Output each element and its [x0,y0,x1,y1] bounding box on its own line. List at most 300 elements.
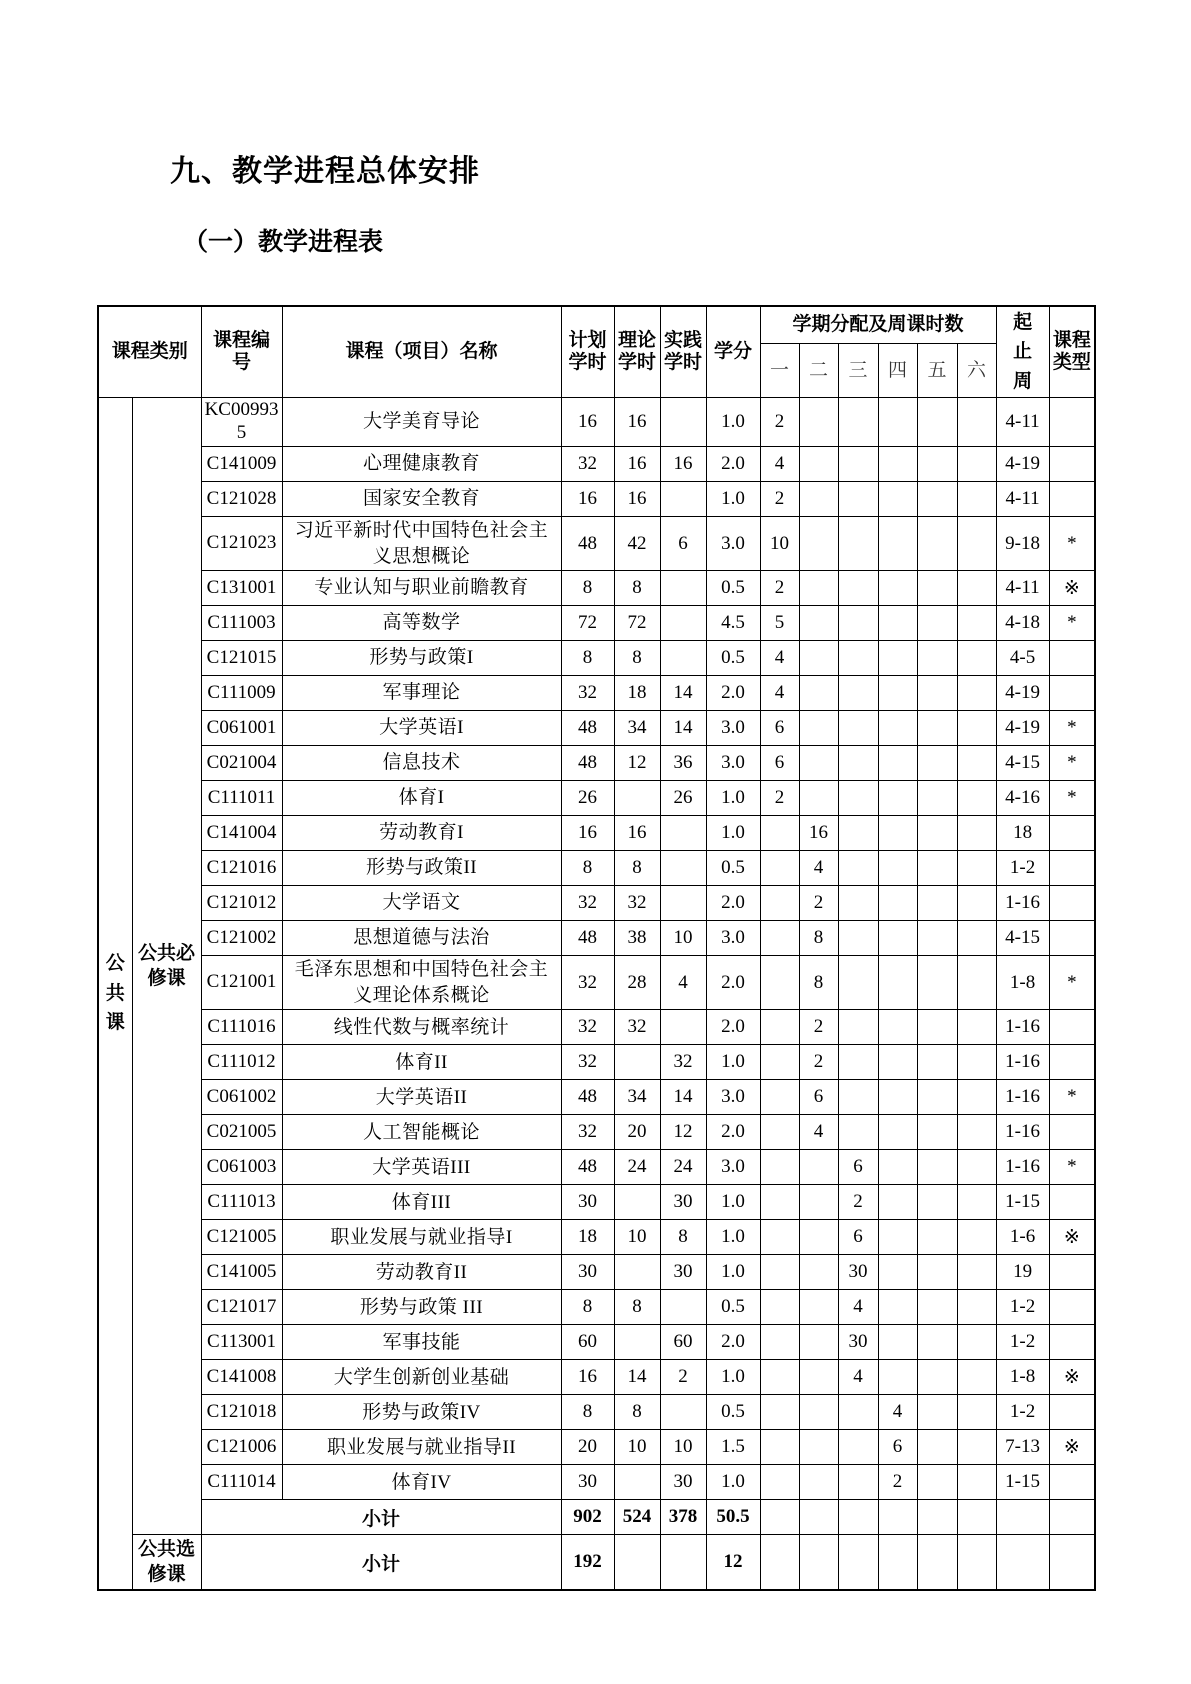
credits: 1.0 [706,1255,760,1290]
semester-2-hours: 4 [799,851,838,886]
practice-hours: 4 [660,956,706,1010]
course-code: C141009 [201,446,282,481]
header-course-category: 课程类别 [98,306,201,398]
course-row [98,851,1095,886]
planned-hours: 48 [561,746,614,781]
semester-3-hours [838,781,878,816]
planned-hours: 72 [561,606,614,641]
semester-4-hours: 2 [878,1465,917,1500]
course-row [98,781,1095,816]
course-name: 大学英语III [282,1150,561,1185]
subtotal-theory-hours: 524 [614,1500,660,1535]
semester-4-hours [878,921,917,956]
course-row [98,956,1095,1010]
theory-hours: 8 [614,641,660,676]
semester-2-hours [799,676,838,711]
semester-3-hours [838,1465,878,1500]
semester-6-hours [957,641,996,676]
start-end-weeks: 4-11 [996,571,1049,606]
semester-6-hours [957,1255,996,1290]
course-name: 军事理论 [282,676,561,711]
semester-5-hours [917,1290,957,1325]
semester-4-hours [878,1255,917,1290]
practice-hours: 6 [660,516,706,570]
start-end-weeks: 4-15 [996,921,1049,956]
semester-3-hours: 4 [838,1290,878,1325]
planned-hours: 16 [561,816,614,851]
course-code: C141008 [201,1360,282,1395]
semester-4-hours [878,606,917,641]
semester-1-hours [760,1325,799,1360]
course-name: 大学英语I [282,711,561,746]
course-row [98,1255,1095,1290]
semester-1-hours [760,1255,799,1290]
course-name: 大学生创新创业基础 [282,1360,561,1395]
course-name: 体育I [282,781,561,816]
practice-hours: 14 [660,711,706,746]
course-type: ※ [1049,571,1095,606]
course-code: C111003 [201,606,282,641]
practice-hours: 8 [660,1220,706,1255]
course-code: C121002 [201,921,282,956]
semester-2-hours [799,1220,838,1255]
semester-3-hours: 30 [838,1255,878,1290]
semester-2-hours [799,1465,838,1500]
semester-3-hours [838,1430,878,1465]
course-type [1049,851,1095,886]
course-row [98,921,1095,956]
subtotal-practice-hours [660,1535,706,1590]
course-row [98,1185,1095,1220]
course-type: * [1049,711,1095,746]
semester-3-hours [838,956,878,1010]
theory-hours: 8 [614,1395,660,1430]
semester-3-hours [838,446,878,481]
course-type [1049,1255,1095,1290]
semester-4-hours [878,676,917,711]
course-name: 人工智能概论 [282,1115,561,1150]
practice-hours [660,606,706,641]
semester-5-hours [917,641,957,676]
semester-6-hours [957,1010,996,1045]
planned-hours: 18 [561,1220,614,1255]
page-subtitle: （一）教学进程表 [183,229,384,256]
semester-3-hours [838,1500,878,1535]
header-weeks [996,306,1049,398]
planned-hours: 30 [561,1465,614,1500]
start-end-weeks: 4-11 [996,481,1049,516]
credits: 2.0 [706,676,760,711]
course-row [98,606,1095,641]
credits: 0.5 [706,571,760,606]
semester-6-hours [957,481,996,516]
credits: 0.5 [706,1395,760,1430]
course-row [98,516,1095,570]
semester-6-hours [957,886,996,921]
semester-1-hours [760,1220,799,1255]
semester-4-hours [878,1010,917,1045]
theory-hours [614,781,660,816]
planned-hours: 30 [561,1255,614,1290]
theory-hours [614,1045,660,1080]
start-end-weeks: 4-11 [996,398,1049,447]
course-type: * [1049,781,1095,816]
semester-6-hours [957,571,996,606]
credits: 2.0 [706,446,760,481]
course-type [1049,1290,1095,1325]
semester-2-hours [799,1500,838,1535]
theory-hours: 12 [614,746,660,781]
semester-5-hours [917,711,957,746]
start-end-weeks: 1-16 [996,1150,1049,1185]
course-type [1049,676,1095,711]
course-code: C121023 [201,516,282,570]
semester-5-hours [917,1080,957,1115]
semester-5-hours [917,398,957,447]
semester-1-hours [760,1150,799,1185]
semester-5-hours [917,1010,957,1045]
course-name: 形势与政策II [282,851,561,886]
semester-3-hours [838,1045,878,1080]
credits: 1.0 [706,1045,760,1080]
semester-3-hours [838,571,878,606]
semester-4-hours [878,516,917,570]
semester-2-hours [799,1255,838,1290]
course-type [1049,1115,1095,1150]
semester-1-hours: 2 [760,571,799,606]
semester-6-hours [957,1045,996,1080]
semester-5-hours [917,606,957,641]
theory-hours [614,1185,660,1220]
credits: 3.0 [706,921,760,956]
planned-hours: 48 [561,921,614,956]
theory-hours: 8 [614,571,660,606]
planned-hours: 32 [561,1045,614,1080]
course-row [98,1010,1095,1045]
semester-4-hours [878,1150,917,1185]
semester-4-hours [878,816,917,851]
theory-hours: 16 [614,481,660,516]
planned-hours: 20 [561,1430,614,1465]
course-row [98,1290,1095,1325]
credits: 1.0 [706,1185,760,1220]
planned-hours: 8 [561,641,614,676]
semester-2-hours [799,571,838,606]
semester-5-hours [917,1535,957,1590]
practice-hours: 16 [660,446,706,481]
semester-1-hours [760,956,799,1010]
theory-hours: 42 [614,516,660,570]
semester-4-hours: 4 [878,1395,917,1430]
practice-hours: 10 [660,921,706,956]
course-code: C113001 [201,1325,282,1360]
course-code: C121005 [201,1220,282,1255]
planned-hours: 32 [561,446,614,481]
course-name: 心理健康教育 [282,446,561,481]
semester-3-hours [838,711,878,746]
start-end-weeks: 4-19 [996,711,1049,746]
course-row [98,1045,1095,1080]
header-course-name: 课程（项目）名称 [282,306,561,398]
semester-5-hours [917,746,957,781]
semester-3-hours [838,746,878,781]
semester-1-hours: 6 [760,746,799,781]
practice-hours: 14 [660,1080,706,1115]
theory-hours: 24 [614,1150,660,1185]
course-type [1049,921,1095,956]
course-type [1049,398,1095,447]
course-row [98,1465,1095,1500]
start-end-weeks: 1-16 [996,1045,1049,1080]
course-type [1049,816,1095,851]
semester-1-hours [760,1500,799,1535]
course-name: 职业发展与就业指导II [282,1430,561,1465]
course-type: ※ [1049,1220,1095,1255]
semester-5-hours [917,886,957,921]
start-end-weeks: 1-2 [996,1395,1049,1430]
semester-6-hours [957,446,996,481]
theory-hours [614,1325,660,1360]
course-code: C061003 [201,1150,282,1185]
practice-hours: 32 [660,1045,706,1080]
semester-5-hours [917,816,957,851]
start-end-weeks: 1-16 [996,1080,1049,1115]
semester-2-hours: 6 [799,1080,838,1115]
semester-4-hours [878,1535,917,1590]
course-row [98,481,1095,516]
course-type: ※ [1049,1360,1095,1395]
planned-hours: 30 [561,1185,614,1220]
semester-6-hours [957,1290,996,1325]
start-end-weeks: 4-5 [996,641,1049,676]
semester-6-hours [957,921,996,956]
semester-1-hours [760,1395,799,1430]
theory-hours [614,1465,660,1500]
practice-hours [660,571,706,606]
credits: 1.0 [706,816,760,851]
credits: 2.0 [706,1325,760,1360]
semester-3-hours [838,921,878,956]
semester-1-hours [760,1290,799,1325]
header-semester-2: 二 [799,343,838,398]
course-code: C111013 [201,1185,282,1220]
course-row [98,816,1095,851]
planned-hours: 32 [561,1010,614,1045]
course-type: ※ [1049,1430,1095,1465]
credits: 2.0 [706,1010,760,1045]
header-semester-1: 一 [760,343,799,398]
theory-hours: 10 [614,1430,660,1465]
course-code: C021005 [201,1115,282,1150]
semester-2-hours: 2 [799,886,838,921]
credits: 3.0 [706,746,760,781]
credits: 1.0 [706,1360,760,1395]
subtotal-required-row [98,1500,1095,1535]
credits: 3.0 [706,1080,760,1115]
start-end-weeks: 7-13 [996,1430,1049,1465]
semester-2-hours [799,1360,838,1395]
header-theory-hours: 理论学时 [614,306,660,398]
course-type [1049,1325,1095,1360]
semester-6-hours [957,516,996,570]
start-end-weeks: 4-16 [996,781,1049,816]
semester-3-hours [838,886,878,921]
header-practice-hours: 实践学时 [660,306,706,398]
semester-4-hours [878,481,917,516]
practice-hours [660,886,706,921]
category-public-elective [132,1535,201,1590]
category-public-courses-label: 公共课 [105,953,125,1034]
course-name: 体育II [282,1045,561,1080]
planned-hours: 8 [561,571,614,606]
semester-5-hours [917,1325,957,1360]
course-type [1049,1185,1095,1220]
course-table-body [98,398,1095,1590]
semester-1-hours [760,1465,799,1500]
semester-2-hours: 4 [799,1115,838,1150]
course-type: * [1049,1080,1095,1115]
planned-hours: 32 [561,886,614,921]
semester-2-hours [799,446,838,481]
semester-4-hours [878,746,917,781]
semester-6-hours [957,1220,996,1255]
semester-5-hours [917,1045,957,1080]
semester-5-hours [917,571,957,606]
semester-3-hours [838,398,878,447]
semester-1-hours: 2 [760,398,799,447]
theory-hours [614,1255,660,1290]
practice-hours [660,1010,706,1045]
theory-hours: 10 [614,1220,660,1255]
course-name: 信息技术 [282,746,561,781]
semester-3-hours: 6 [838,1220,878,1255]
course-type: * [1049,516,1095,570]
course-type [1049,481,1095,516]
semester-5-hours [917,676,957,711]
semester-6-hours [957,1360,996,1395]
semester-3-hours [838,641,878,676]
start-end-weeks: 1-15 [996,1185,1049,1220]
subtotal-credits: 50.5 [706,1500,760,1535]
teaching-schedule-table [97,305,1096,1591]
theory-hours: 72 [614,606,660,641]
theory-hours: 34 [614,711,660,746]
semester-4-hours [878,398,917,447]
semester-2-hours [799,1430,838,1465]
credits: 1.0 [706,1220,760,1255]
semester-5-hours [917,1360,957,1395]
course-type [1049,1010,1095,1045]
planned-hours: 48 [561,1080,614,1115]
subtotal-planned-hours: 902 [561,1500,614,1535]
category-public-courses [98,398,132,1590]
semester-4-hours [878,1360,917,1395]
semester-2-hours [799,398,838,447]
course-row [98,641,1095,676]
semester-1-hours [760,1115,799,1150]
course-name: 职业发展与就业指导I [282,1220,561,1255]
credits: 2.0 [706,886,760,921]
semester-3-hours [838,1395,878,1430]
semester-6-hours [957,1325,996,1360]
course-row [98,1395,1095,1430]
start-end-weeks: 1-15 [996,1465,1049,1500]
semester-2-hours [799,1185,838,1220]
semester-1-hours [760,921,799,956]
theory-hours: 14 [614,1360,660,1395]
semester-1-hours [760,1535,799,1590]
theory-hours: 34 [614,1080,660,1115]
semester-6-hours [957,398,996,447]
semester-4-hours [878,851,917,886]
start-end-weeks: 4-15 [996,746,1049,781]
start-end-weeks: 4-19 [996,676,1049,711]
semester-5-hours [917,1500,957,1535]
course-row [98,1115,1095,1150]
semester-2-hours [799,641,838,676]
planned-hours: 8 [561,1290,614,1325]
semester-2-hours: 8 [799,921,838,956]
practice-hours [660,481,706,516]
course-type: * [1049,956,1095,1010]
semester-3-hours: 6 [838,1150,878,1185]
semester-5-hours [917,446,957,481]
practice-hours [660,641,706,676]
semester-4-hours [878,956,917,1010]
semester-4-hours [878,1220,917,1255]
header-course-type: 课程类型 [1049,306,1095,398]
practice-hours: 36 [660,746,706,781]
semester-6-hours [957,606,996,641]
semester-6-hours [957,851,996,886]
practice-hours: 60 [660,1325,706,1360]
semester-4-hours [878,711,917,746]
course-row [98,711,1095,746]
semester-1-hours: 6 [760,711,799,746]
category-public-required-label: 公共必修课 [138,942,196,990]
semester-5-hours [917,1465,957,1500]
semester-6-hours [957,1395,996,1430]
planned-hours: 32 [561,1115,614,1150]
theory-hours: 16 [614,398,660,447]
course-type: * [1049,1150,1095,1185]
semester-3-hours: 30 [838,1325,878,1360]
semester-6-hours [957,781,996,816]
course-row [98,1080,1095,1115]
semester-5-hours [917,1430,957,1465]
semester-6-hours [957,1080,996,1115]
course-name: 专业认知与职业前瞻教育 [282,571,561,606]
practice-hours [660,1395,706,1430]
practice-hours [660,398,706,447]
planned-hours: 32 [561,676,614,711]
start-end-weeks: 9-18 [996,516,1049,570]
course-name: 体育III [282,1185,561,1220]
practice-hours: 12 [660,1115,706,1150]
course-name: 形势与政策 III [282,1290,561,1325]
course-code: KC009935 [201,398,282,447]
semester-6-hours [957,1185,996,1220]
theory-hours: 28 [614,956,660,1010]
course-name: 大学英语II [282,1080,561,1115]
course-code: C111009 [201,676,282,711]
semester-5-hours [917,1395,957,1430]
course-name: 习近平新时代中国特色社会主义思想概论 [282,516,561,570]
course-code: C021004 [201,746,282,781]
course-row [98,886,1095,921]
semester-4-hours [878,1500,917,1535]
credits: 2.0 [706,956,760,1010]
